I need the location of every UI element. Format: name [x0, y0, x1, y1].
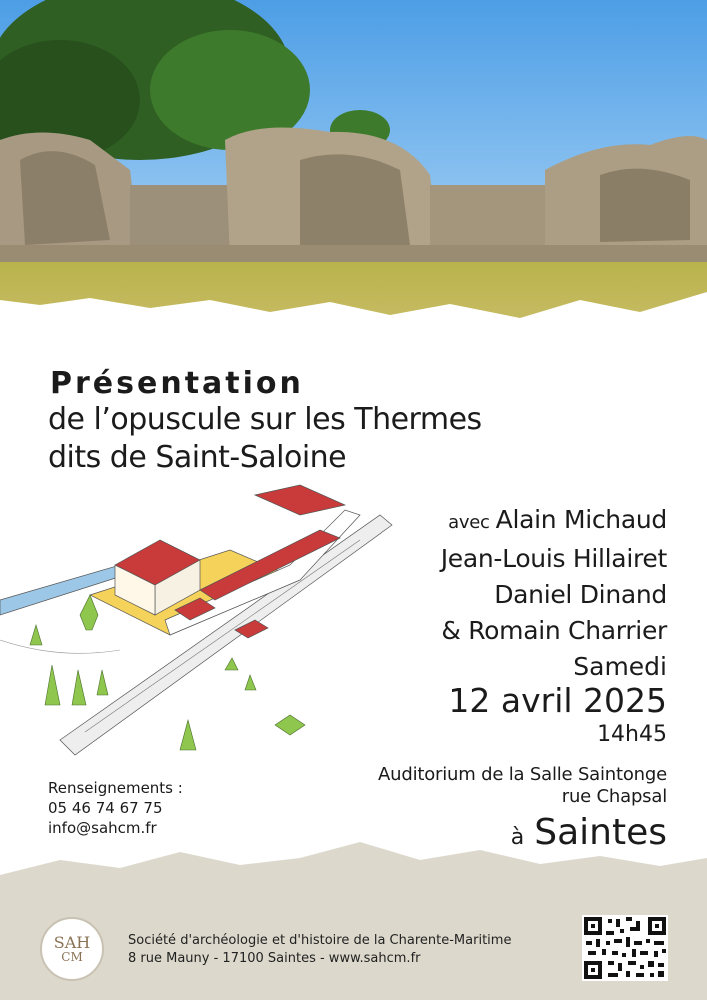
- title-block: [48, 366, 482, 477]
- event-day: Samedi: [573, 652, 667, 681]
- org-info: [128, 932, 511, 968]
- sahcm-logo: SAH CM: [40, 917, 104, 981]
- venue-prefix: à: [510, 825, 525, 850]
- page-title: Présentation: [50, 366, 304, 401]
- speaker-name: Alain Michaud: [495, 505, 667, 534]
- contact-block: [48, 778, 183, 838]
- contact-label: Renseignements :: [48, 779, 183, 797]
- speakers-block: [441, 502, 667, 649]
- speaker-line-1: [441, 502, 667, 541]
- org-address: 8 rue Mauny - 17100 Saintes - www.sahcm.fr: [128, 951, 421, 966]
- event-date: 12 avril 2025: [448, 681, 667, 720]
- event-time: 14h45: [597, 722, 667, 747]
- speakers-prefix: avec: [448, 512, 490, 533]
- thermes-reconstruction-illustration: [0, 470, 400, 760]
- event-date-block: [448, 652, 667, 750]
- speaker-name: & Romain Charrier: [441, 616, 667, 645]
- qr-code[interactable]: [582, 915, 668, 981]
- title-line-1: de l’opuscule sur les Thermes: [48, 402, 482, 437]
- ruins-photo: [0, 0, 707, 360]
- contact-phone: 05 46 74 67 75: [48, 799, 163, 817]
- speaker-name: Daniel Dinand: [494, 580, 667, 609]
- org-name: Société d'archéologie et d'histoire de la Charente-Maritime: [128, 933, 512, 948]
- venue-city: Saintes: [534, 812, 667, 853]
- venue-hall: Auditorium de la Salle Saintonge: [378, 764, 667, 785]
- speaker-name: Jean-Louis Hillairet: [440, 544, 667, 573]
- venue-street: rue Chapsal: [561, 786, 667, 807]
- title-line-2: dits de Saint-Saloine: [48, 440, 347, 475]
- contact-email: info@sahcm.fr: [48, 819, 157, 837]
